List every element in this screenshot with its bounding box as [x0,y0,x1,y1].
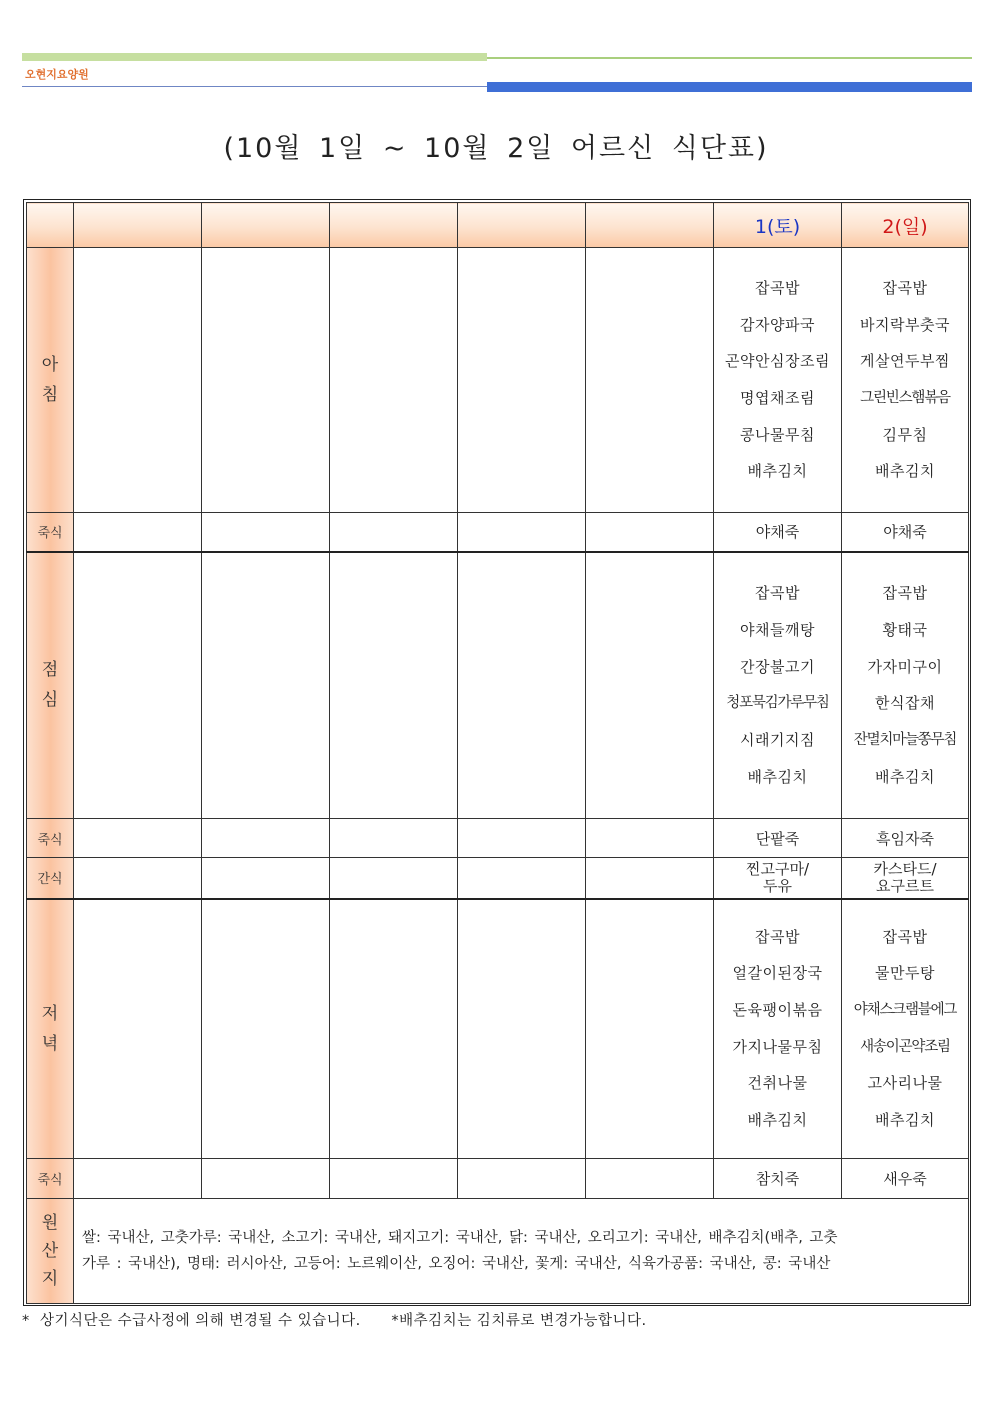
header-blue-line [22,86,487,87]
porridge-label-cell [27,1159,74,1199]
dish: 간장불고기 [740,657,815,676]
dinner-label-cell [27,899,74,1159]
empty-cell [74,513,202,552]
header-green-line [487,57,972,59]
dish: 가자미구이 [867,657,943,676]
empty-cell [586,899,714,1159]
origin-label: 원 [41,1213,59,1233]
empty-cell [330,248,458,513]
empty-cell [74,819,202,858]
dinner-day1-cell [714,899,842,1159]
porridge-label: 죽식 [37,1173,63,1188]
empty-cell [458,858,586,899]
header-blue-bar [487,82,972,92]
porridge-day1 [714,513,842,552]
day-header-sat [714,203,842,248]
day-label-sat: 1(토) [754,215,801,238]
origin-line: 가루 : 국내산), 명태: 러시아산, 고등어: 노르웨이산, 오징어: 국내산, 꽃게: 국내산, 식육가공품: 국내산, 콩: 국내산 [82,1256,831,1272]
empty-cell [202,513,330,552]
dish: 잡곡밥 [755,278,800,297]
snack-day2 [842,858,969,899]
empty-cell [586,248,714,513]
empty-cell [74,552,202,819]
origin-label: 지 [41,1269,59,1289]
porridge-text: 참치죽 [755,1170,800,1188]
empty-cell [458,513,586,552]
dish: 고사리나물 [867,1074,943,1093]
dish: 한식잡채 [875,694,935,713]
empty-cell [74,1159,202,1199]
empty-cell [74,858,202,899]
empty-cell [586,513,714,552]
dish: 배추김치 [875,767,935,786]
header-row [27,203,969,248]
snack-text: 두유 [763,876,792,895]
dinner-row [27,899,969,1159]
empty-cell [458,819,586,858]
dish: 바지락부춧국 [860,315,950,334]
porridge-day2 [842,513,969,552]
porridge-text: 야채죽 [883,523,927,542]
porridge-label: 죽식 [37,526,63,542]
empty-cell [330,513,458,552]
empty-cell [74,899,202,1159]
page-title: (10월 1일 ~ 10월 2일 어르신 식단표) [223,133,769,164]
dish: 물만두탕 [875,964,935,983]
breakfast-label-bottom: 침 [41,385,59,405]
dish: 배추김치 [875,462,935,481]
breakfast-label-cell [27,248,74,513]
porridge-text: 흑임자죽 [876,829,934,848]
dish: 가지나물무침 [732,1037,823,1056]
dish: 돈육팽이볶음 [732,1001,823,1020]
dish: 게살연두부찜 [860,352,950,371]
footnote: * 상기식단은 수급사정에 의해 변경될 수 있습니다. *배추김치는 김치류로 변경가능합니다. [22,1313,647,1329]
dish: 황태국 [882,620,928,639]
empty-cell [202,858,330,899]
lunch-label-cell [27,552,74,819]
breakfast-day1-cell [714,248,842,513]
menu-table-frame [23,199,971,1306]
snack-day1 [714,858,842,899]
empty-cell [202,248,330,513]
snack-text: 카스타드/ [873,859,937,878]
dish: 김무침 [882,425,928,444]
header-cell-empty [202,203,330,248]
porridge-text: 야채죽 [755,523,800,542]
dish: 그린빈스햄볶음 [860,390,950,406]
empty-cell [202,899,330,1159]
breakfast-porridge-row [27,513,969,552]
dish: 잡곡밥 [882,584,928,603]
dish: 새송이곤약조림 [860,1038,950,1055]
empty-cell [458,1159,586,1199]
origin-row [27,1199,969,1304]
empty-cell [458,899,586,1159]
empty-cell [202,1159,330,1199]
dinner-label-top: 저 [41,1003,59,1024]
dish: 배추김치 [875,1111,935,1130]
empty-cell [330,858,458,899]
dish: 콩나물무침 [740,425,815,444]
origin-label-cell [27,1199,74,1304]
empty-cell [330,1159,458,1199]
empty-cell [330,819,458,858]
empty-cell [458,552,586,819]
empty-cell [202,552,330,819]
origin-label: 산 [41,1241,59,1261]
lunch-porridge-row [27,819,969,858]
empty-cell [74,248,202,513]
breakfast-row [27,248,969,513]
header-green-bar [22,53,487,61]
dish: 배추김치 [747,767,808,786]
dish: 잡곡밥 [882,278,928,297]
porridge-text: 단팥죽 [755,829,800,848]
breakfast-day2-cell [842,248,969,513]
dish: 명엽채조림 [740,389,815,407]
porridge-label-cell [27,513,74,552]
empty-cell [586,552,714,819]
dinner-day2-cell [842,899,969,1159]
porridge-day1 [714,819,842,858]
dinner-label-bottom: 녁 [41,1033,59,1054]
snack-label-cell [27,858,74,899]
empty-cell [330,552,458,819]
snack-text: 요구르트 [876,876,934,895]
dish: 배추김치 [747,1111,808,1130]
snack-row [27,858,969,899]
origin-text-cell [74,1199,969,1304]
empty-cell [586,819,714,858]
dish: 잔멸치마늘쫑무침 [853,731,957,748]
dish: 시래기지짐 [740,730,815,749]
header-cell-empty [74,203,202,248]
lunch-row [27,552,969,819]
porridge-day1 [714,1159,842,1199]
snack-text: 찐고구마/ [745,859,809,878]
porridge-day2 [842,819,969,858]
porridge-label: 죽식 [37,832,63,848]
breakfast-label-top: 아 [41,355,59,375]
day-label-sun: 2(일) [882,215,928,238]
snack-label: 간식 [37,872,63,888]
dish: 건취나물 [747,1074,808,1093]
lunch-label-bottom: 심 [41,690,59,711]
empty-cell [586,1159,714,1199]
header-cell-empty [458,203,586,248]
org-name: 오현지요양원 [25,68,89,81]
day-header-sun [842,203,969,248]
lunch-day1-cell [714,552,842,819]
lunch-label-top: 점 [41,660,59,681]
dish: 감자양파국 [740,315,815,334]
header-cell-corner [27,203,74,248]
porridge-label-cell [27,819,74,858]
dish: 잡곡밥 [755,584,800,603]
header-cell-empty [586,203,714,248]
empty-cell [202,819,330,858]
dish: 야채스크램블에그 [853,1002,957,1019]
empty-cell [586,858,714,899]
dish: 배추김치 [747,462,808,481]
dish: 얼갈이된장국 [732,964,823,983]
porridge-text: 새우죽 [883,1170,927,1188]
porridge-day2 [842,1159,969,1199]
menu-table [26,202,969,1304]
lunch-day2-cell [842,552,969,819]
origin-line: 쌀: 국내산, 고춧가루: 국내산, 소고기: 국내산, 돼지고기: 국내산, 닭: 국내산, 오리고기: 국내산, 배추김치(배추, 고춧 [82,1230,838,1246]
dish: 청포묵김가루무침 [726,695,829,712]
dish: 잡곡밥 [755,927,800,946]
empty-cell [330,899,458,1159]
header-cell-empty [330,203,458,248]
empty-cell [458,248,586,513]
dish: 곤약안심장조림 [725,352,830,371]
dinner-porridge-row [27,1159,969,1199]
dish: 잡곡밥 [882,927,928,946]
dish: 야채들깨탕 [740,620,815,639]
